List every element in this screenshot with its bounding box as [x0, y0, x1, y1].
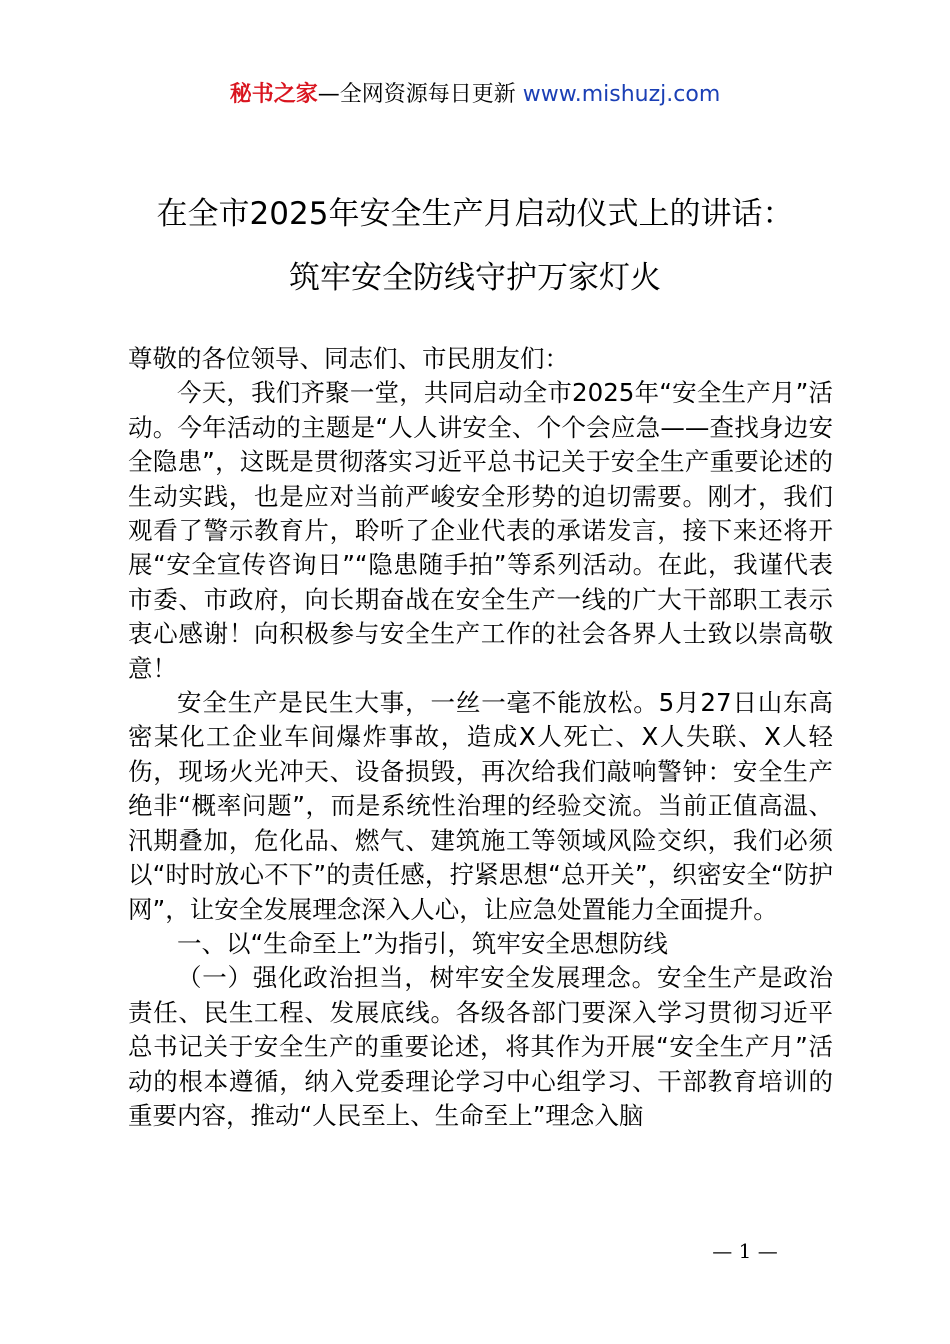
section-heading: 一、以“生命至上”为指引，筑牢安全思想防线 — [177, 928, 668, 958]
site-header — [0, 78, 950, 112]
document-title-line-1: 在全市2025年安全生产月启动仪式上的讲话： — [156, 196, 794, 232]
document-title-line-2: 筑牢安全防线守护万家灯火 — [289, 260, 661, 296]
brand-name: 秘书之家 — [229, 82, 318, 107]
document-body — [128, 342, 833, 1133]
site-url-link[interactable]: www.mishuzj.com — [522, 82, 721, 107]
paragraph: （一）强化政治担当，树牢安全发展理念。安全生产是政治责任、民生工程、发展底线。各级各部门要深入学习贯彻习近平总书记关于安全生产的重要论述，将其作为开展“安全生产月”活动的根本遵循，纳入党委理论学习中心组学习、干部教育培训的重要内容，推动“人民至上、生命至上”理念入脑 — [128, 963, 833, 1130]
paragraph: 安全生产是民生大事，一丝一毫不能放松。5月27日山东高密某化工企业车间爆炸事故，造成X人死亡、X人失联、X人轻伤，现场火光冲天、设备损毁，再次给我们敲响警钟：安全生产绝非“概率问题”，而是系统性治理的经验交流。当前正值高温、汛期叠加，危化品、燃气、建筑施工等领域风险交织，我们必须以“时时放心不下”的责任感，拧紧思想“总开关”，织密安全“防护网”，让安全发展理念深入人心，让应急处置能力全面提升。 — [128, 688, 833, 924]
header-slogan: —全网资源每日更新 — [317, 82, 516, 107]
paragraph: 今天，我们齐聚一堂，共同启动全市2025年“安全生产月”活动。今年活动的主题是“人人讲安全、个个会应急——查找身边安全隐患”，这既是贯彻落实习近平总书记关于安全生产重要论述的生动实践，也是应对当前严峻安全形势的迫切需要。刚才，我们观看了警示教育片，聆听了企业代表的承诺发言，接下来还将开展“安全宣传咨询日”“隐患随手拍”等系列活动。在此，我谨代表市委、市政府，向长期奋战在安全生产一线的广大干部职工表示衷心感谢！向积极参与安全生产工作的社会各界人士致以崇高敬意！ — [128, 378, 833, 683]
salutation: 尊敬的各位领导、同志们、市民朋友们： — [128, 344, 569, 373]
page-number: — 1 — — [712, 1239, 778, 1263]
